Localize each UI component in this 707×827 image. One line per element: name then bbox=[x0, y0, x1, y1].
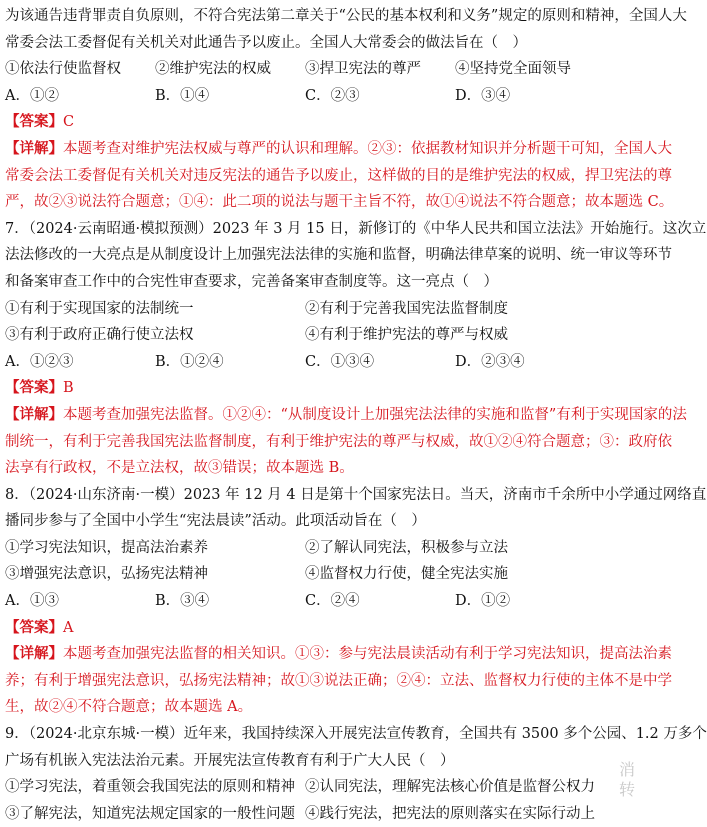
q6-option-3: ③捍卫宪法的尊严 bbox=[305, 61, 421, 78]
q8-options-row-1 bbox=[5, 535, 635, 562]
q6-answer bbox=[5, 109, 635, 136]
q9-option-3: ③了解宪法，知道宪法规定国家的一般性问题 bbox=[5, 805, 295, 822]
q6-choice-c: C．②③ bbox=[305, 87, 360, 104]
q7-option-4: ④有利于维护宪法的尊严与权威 bbox=[305, 327, 508, 344]
q8-choice-a: A．①③ bbox=[5, 593, 59, 610]
q8-option-4: ④监督权力行使，健全宪法实施 bbox=[305, 566, 508, 583]
q8-answer-label: 【答案】 bbox=[5, 618, 63, 636]
q7-stem-line-2: 法法修改的一大亮点是从制度设计上加强宪法法律的实施和监督，明确法律草案的说明、统一审议等环节 bbox=[5, 247, 672, 264]
q6-option-2: ②维护宪法的权威 bbox=[155, 61, 271, 78]
q8-explain-line-2: 养；有利于增强宪法意识，弘扬宪法精神；故①③说法正确；②④：立法、监督权力行使的主体不是中学 bbox=[5, 672, 672, 689]
q9-option-1: ①学习宪法，着重领会我国宪法的原则和精神 bbox=[5, 779, 295, 796]
q7-explain-label: 【详解】 bbox=[5, 405, 63, 423]
q7-choices bbox=[5, 349, 635, 376]
q8-explain-text-1: 本题考查加强宪法监督的相关知识。①③：参与宪法晨读活动有利于学习宪法知识，提高法治素 bbox=[63, 646, 672, 663]
q8-choice-d: D．①② bbox=[455, 593, 511, 610]
q6-explain-line-3: 严，故②③说法符合题意；①④：此二项的说法与题干主旨不符，故①④说法不符合题意；故本题选 C。 bbox=[5, 194, 674, 211]
q9-options-row-2 bbox=[5, 801, 635, 827]
q8-option-1: ①学习宪法知识，提高法治素养 bbox=[5, 539, 208, 556]
q9-stem-line-1: 9．（2024·北京东城·一模）近年来，我国持续深入开展宪法宣传教育，全国共有 3500 多个公园、1.2 万多个 bbox=[5, 726, 707, 743]
q8-explain-label: 【详解】 bbox=[5, 645, 63, 663]
q7-choice-b: B．①②④ bbox=[155, 353, 224, 370]
q7-option-2: ②有利于完善我国宪法监督制度 bbox=[305, 300, 508, 317]
q8-choice-b: B．③④ bbox=[155, 593, 210, 610]
q8-choice-c: C．②④ bbox=[305, 593, 360, 610]
q7-explain-line-2: 制统一，有利于完善我国宪法监督制度，有利于维护宪法的尊严与权威，故①②④符合题意；③：政府依 bbox=[5, 433, 672, 450]
q7-answer-value: B bbox=[63, 380, 74, 397]
q6-choice-d: D．③④ bbox=[455, 87, 511, 104]
q8-option-2: ②了解认同宪法，积极参与立法 bbox=[305, 539, 508, 556]
q7-option-3: ③有利于政府正确行使立法权 bbox=[5, 327, 194, 344]
q6-choices bbox=[5, 83, 635, 110]
q7-choice-a: A．①②③ bbox=[5, 353, 74, 370]
q8-option-3: ③增强宪法意识，弘扬宪法精神 bbox=[5, 566, 208, 583]
q7-stem-line-3: 和备案审查工作中的合宪性审查要求，完善备案审查制度等。这一亮点（ ） bbox=[5, 273, 498, 290]
q6-options bbox=[5, 56, 635, 83]
q7-choice-c: C．①③④ bbox=[305, 353, 375, 370]
q8-answer bbox=[5, 615, 635, 642]
q8-answer-value: A bbox=[63, 619, 74, 636]
q6-choice-a: A．①② bbox=[5, 87, 59, 104]
q8-explain-line-3: 生，故②④不符合题意；故本题选 A。 bbox=[5, 699, 253, 716]
q9-stem-line-2: 广场有机嵌入宪法法治元素。开展宪法宣传教育有利于广大人民（ ） bbox=[5, 752, 455, 769]
q6-explain-line-1 bbox=[5, 136, 672, 163]
q9-option-2: ②认同宪法，理解宪法核心价值是监督公权力 bbox=[305, 779, 595, 796]
q6-stem-line-1: 为该通告违背罪责自负原则，不符合宪法第二章关于“公民的基本权利和义务”规定的原则和精神，全国人大 bbox=[5, 8, 687, 24]
q7-explain-line-3: 法享有行政权，不是立法权，故③错误；故本题选 B。 bbox=[5, 460, 354, 477]
q7-answer-label: 【答案】 bbox=[5, 379, 63, 397]
q7-answer bbox=[5, 375, 635, 402]
q6-explain-line-2: 常委会法工委督促有关机关对违反宪法的通告予以废止，这样做的目的是维护宪法的权威，捍卫宪法的尊 bbox=[5, 167, 672, 184]
q7-options-row-1 bbox=[5, 296, 635, 323]
q7-stem-line-1: 7．（2024·云南昭通·模拟预测）2023 年 3 月 15 日，新修订的《中华人民共和国立法法》开始施行。这次立 bbox=[5, 220, 707, 237]
q8-choices bbox=[5, 588, 635, 615]
q8-options-row-2 bbox=[5, 561, 635, 588]
q6-option-1: ①依法行使监督权 bbox=[5, 61, 121, 78]
document-page bbox=[5, 3, 707, 827]
q6-choice-b: B．①④ bbox=[155, 87, 210, 104]
q6-explain-label: 【详解】 bbox=[5, 139, 63, 157]
q6-answer-label: 【答案】 bbox=[5, 113, 63, 131]
q7-explain-text-1: 本题考查加强宪法监督。①②④：“从制度设计上加强宪法法律的实施和监督”有利于实现国家的法 bbox=[63, 406, 687, 423]
q7-explain-line-1 bbox=[5, 402, 687, 429]
q6-option-4: ④坚持党全面领导 bbox=[455, 61, 571, 78]
q8-explain-line-1 bbox=[5, 641, 672, 668]
q6-answer-value: C bbox=[63, 114, 75, 131]
q6-explain-text-1: 本题考查对维护宪法权威与尊严的认识和理解。②③：依据教材知识并分析题干可知，全国人大 bbox=[63, 140, 672, 157]
watermark: 消 转 bbox=[618, 760, 635, 799]
q8-stem-line-2: 播同步参与了全国中小学生“宪法晨读”活动。此项活动旨在（ ） bbox=[5, 513, 426, 530]
q6-stem-line-2: 常委会法工委督促有关机关对此通告予以废止。全国人大常委会的做法旨在（ ） bbox=[5, 34, 527, 51]
q7-options-row-2 bbox=[5, 322, 635, 349]
q9-options-row-1 bbox=[5, 774, 635, 801]
q9-option-4: ④践行宪法，把宪法的原则落实在实际行动上 bbox=[305, 805, 595, 822]
q7-option-1: ①有利于实现国家的法制统一 bbox=[5, 300, 194, 317]
q7-choice-d: D．②③④ bbox=[455, 353, 525, 370]
q8-stem-line-1: 8．（2024·山东济南·一模）2023 年 12 月 4 日是第十个国家宪法日。当天，济南市千余所中小学通过网络直 bbox=[5, 486, 707, 503]
